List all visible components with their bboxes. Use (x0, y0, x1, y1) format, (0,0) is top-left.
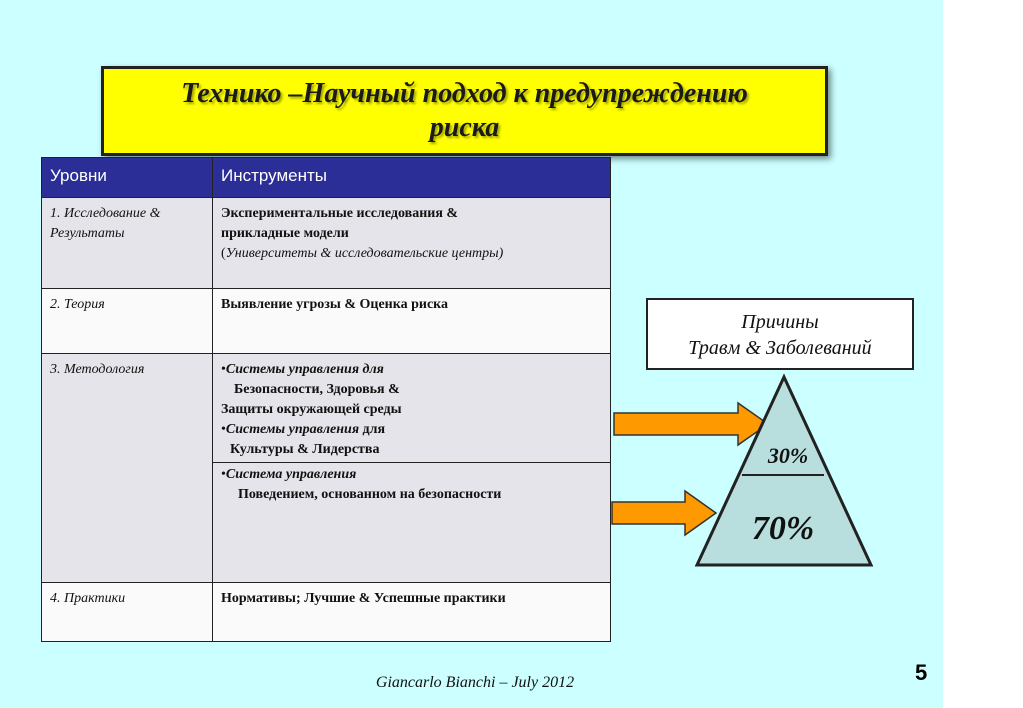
bullet: • (221, 362, 226, 377)
paren-open: ( (221, 246, 226, 261)
tool-cell: Нормативы; Лучшие & Успешные практики (213, 583, 611, 642)
header-levels: Уровни (42, 158, 213, 198)
footer-author: Giancarlo Bianchi – July 2012 (375, 674, 575, 691)
upper-arrow (614, 403, 768, 445)
pyramid-top-percent: 30% (767, 443, 809, 468)
tool-line: прикладные модели (221, 226, 349, 241)
tool-lead: Системы управления (225, 422, 360, 437)
level-cell: 1. Исследование & Результаты (42, 198, 213, 289)
tool-lead: Система управления (225, 467, 357, 482)
slide-title: Технико –Научный подход к предупреждению риска (181, 78, 748, 143)
tool-line: Защиты окружающей среды (221, 402, 402, 417)
causes-line-2: Травм & Заболеваний (688, 337, 872, 359)
header-tools: Инструменты (213, 158, 611, 198)
tool-note: Университеты & исследовательские центры) (225, 246, 504, 261)
level-cell: 4. Практики (42, 583, 213, 642)
lower-arrow (612, 491, 716, 535)
tool-cell: Выявление угрозы & Оценка риска (213, 289, 611, 354)
tool-line: Безопасности, Здоровья & (234, 382, 400, 397)
tool-line: Экспериментальные исследования & (221, 206, 459, 221)
level-cell: 3. Методология (42, 354, 213, 583)
tool-lead-tail: для (359, 422, 386, 437)
bullet: • (221, 422, 226, 437)
page-number: 5 (915, 660, 928, 685)
bullet: • (221, 467, 226, 482)
level-cell: 2. Теория (42, 289, 213, 354)
causes-line-1: Причины (741, 311, 819, 333)
tool-lead: Системы управления для (225, 362, 384, 377)
pyramid-bottom-percent: 70% (751, 510, 815, 547)
tool-line: Поведением, основанном на безопасности (238, 487, 502, 502)
tool-line: Культуры & Лидерства (230, 442, 380, 457)
